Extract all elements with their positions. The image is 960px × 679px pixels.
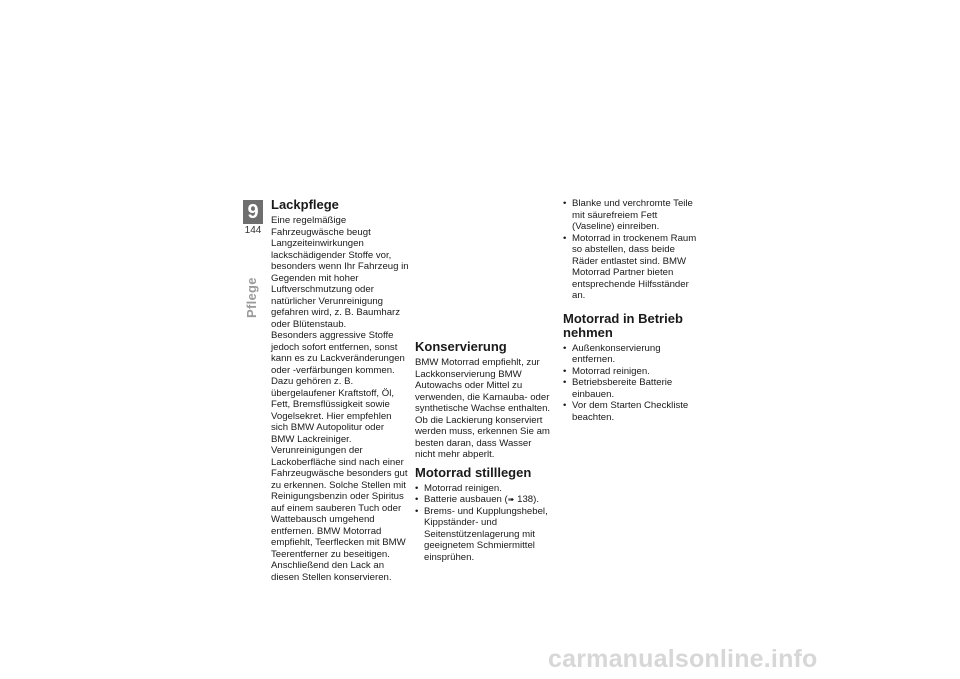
page-number: 144 [244, 225, 262, 236]
page-reference-arrow-icon: ➠ [507, 495, 515, 504]
section-title-lackpflege: Lackpflege [271, 197, 339, 212]
stilllegen-list-continued [563, 198, 701, 302]
list-item: • Brems- und Kupplungshebel, Kippständer- und Seitenstützenlagerung mit geeignetem Schmiermittel einsprühen. [415, 506, 553, 564]
list-item: • Blanke und verchromte Teile mit säurefreiem Fett (Vaseline) einreiben. [563, 198, 701, 233]
stilllegen-list [415, 483, 553, 564]
watermark: carmanualsonline.info [548, 645, 818, 673]
list-item: • Motorrad reinigen. [563, 366, 701, 378]
chapter-side-label: Pflege [244, 277, 259, 318]
lackpflege-paragraph-3: Verunreinigungen der Lackoberfläche sind nach einer Fahrzeugwäsche besonders gut zu erkennen. Solche Stellen mit Reinigungsbenzin oder Spiritus auf einem sauberen Tuch oder Wattebausch umgehend entfernen. BMW Motorrad empfiehlt, Teerflecken mit BMW Teerentferner zu beseitigen. Anschließend den Lack an diesen Stellen konservieren. [271, 445, 408, 583]
list-item: • Betriebsbereite Batterie einbauen. [563, 377, 701, 400]
lackpflege-paragraph-1: Eine regelmäßige Fahrzeugwäsche beugt Langzeiteinwirkungen lackschädigender Stoffe vor, besonders wenn Ihr Fahrzeug in Gegenden mit hoher Luftverschmutzung oder natürlicher Verunreinigung gefahren wird, z. B. Baumharz oder Blütenstaub. [271, 215, 409, 330]
column-3 [563, 198, 701, 423]
list-item-text: Batterie ausbauen ( [424, 494, 508, 505]
konservierung-paragraph-1: BMW Motorrad empfiehlt, zur Lackkonservierung BMW Autowachs oder Mittel zu verwenden, die Karnauba- oder synthetische Wachse enthalten. [415, 357, 551, 414]
column-2 [415, 335, 553, 563]
list-item: • Motorrad in trockenem Raum so abstellen, dass beide Räder entlastet sind. BMW Motorrad Partner bieten entsprechende Hilfsständer an. [563, 233, 701, 302]
betrieb-list [563, 343, 701, 424]
section-title-betrieb: Motorrad in Betrieb nehmen [563, 310, 683, 340]
list-item [415, 494, 553, 506]
section-title-stilllegen: Motorrad stilllegen [415, 464, 532, 480]
list-item: • Vor dem Starten Checkliste beachten. [563, 400, 701, 423]
list-item: • Motorrad reinigen. [415, 483, 553, 495]
lackpflege-paragraph-2: Besonders aggressive Stoffe jedoch sofort entfernen, sonst kann es zu Lackveränderungen oder -verfärbungen kommen. Dazu gehören z. B. übergelaufener Kraftstoff, Öl, Fett, Bremsflüssigkeit sowie Vogelsekret. Hier empfehlen sich BMW Autopolitur oder BMW Lackreiniger. [271, 330, 405, 445]
list-item: • Außenkonservierung entfernen. [563, 343, 701, 366]
konservierung-paragraph-2: Ob die Lackierung konserviert werden muss, erkennen Sie am besten daran, dass Wasser nicht mehr abperlt. [415, 414, 550, 460]
chapter-number: 9 [243, 200, 263, 224]
page-reference: 138). [514, 494, 539, 505]
column-1 [271, 198, 409, 583]
section-title-konservierung: Konservierung [415, 339, 507, 354]
